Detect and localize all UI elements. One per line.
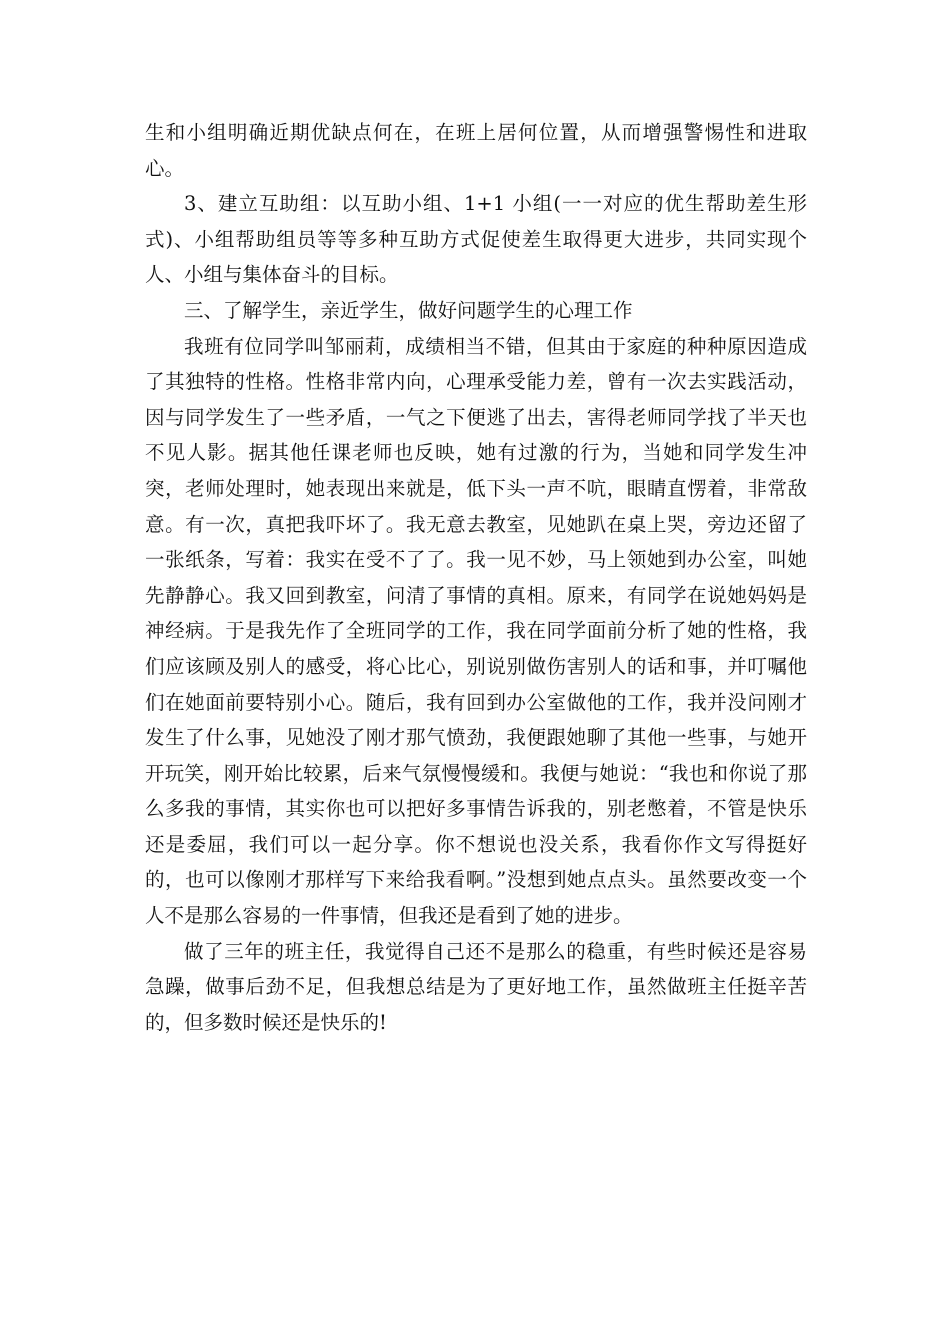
document-body [145, 115, 807, 1040]
paragraph-item-3: 3、建立互助组：以互助小组、1+1 小组(一一对应的优生帮助差生形式)、小组帮助组员等等多种互助方式促使差生取得更大进步，共同实现个人、小组与集体奋斗的目标。 [145, 192, 807, 287]
section-heading: 三、了解学生，亲近学生，做好问题学生的心理工作 [184, 298, 633, 322]
paragraph-conclusion: 做了三年的班主任，我觉得自己还不是那么的稳重，有些时候还是容易急躁，做事后劲不足，但我想总结是为了更好地工作，虽然做班主任挺辛苦的，但多数时候还是快乐的! [145, 939, 807, 1034]
paragraph-story: 我班有位同学叫邹丽莉，成绩相当不错，但其由于家庭的种种原因造成了其独特的性格。性格非常内向，心理承受能力差，曾有一次去实践活动，因与同学发生了一些矛盾，一气之下便逃了出去，害得老师同学找了半天也不见人影。据其他任课老师也反映，她有过激的行为，当她和同学发生冲突，老师处理时，她表现出来就是，低下头一声不吭，眼睛直愣着，非常敌意。有一次，真把我吓坏了。我无意去教室，见她趴在桌上哭，旁边还留了一张纸条，写着：我实在受不了了。我一见不妙，马上领她到办公室，叫她先静静心。我又回到教室，问清了事情的真相。原来，有同学在说她妈妈是神经病。于是我先作了全班同学的工作，我在同学面前分析了她的性格，我们应该顾及别人的感受，将心比心，别说别做伤害别人的话和事，并叮嘱他们在她面前要特别小心。随后，我有回到办公室做他的工作，我并没问刚才发生了什么事，见她没了刚才那气愤劲，我便跟她聊了其他一些事，与她开开玩笑，刚开始比较累，后来气氛慢慢缓和。我便与她说：“我也和你说了那么多我的事情，其实你也可以把好多事情告诉我的，别老憋着，不管是快乐还是委屈，我们可以一起分享。你不想说也没关系，我看你作文写得挺好的，也可以像刚才那样写下来给我看啊。”没想到她点点头。虽然要改变一个人不是那么容易的一件事情，但我还是看到了她的进步。 [145, 334, 807, 928]
paragraph-continuation: 生和小组明确近期优缺点何在，在班上居何位置，从而增强警惕性和进取心。 [145, 121, 807, 180]
